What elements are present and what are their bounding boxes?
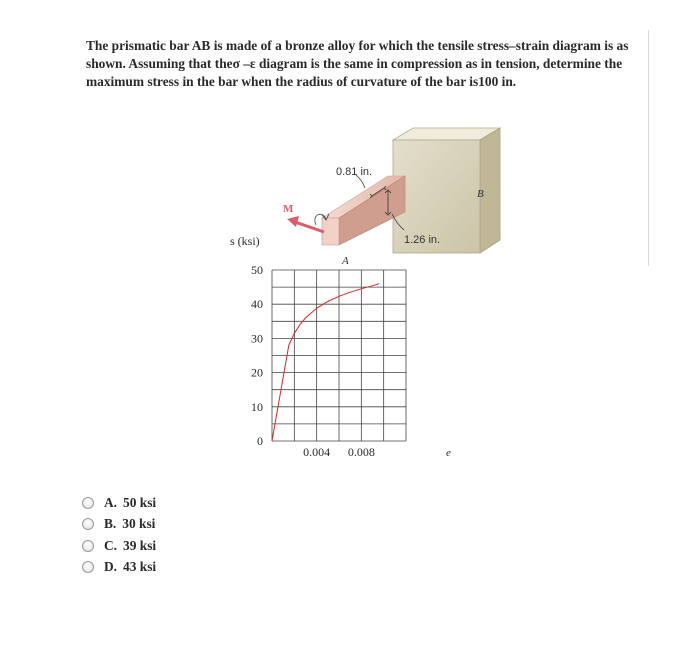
y-tick-labels [251, 263, 263, 448]
y-tick-label: 0 [257, 434, 263, 448]
y-tick-label: 40 [251, 297, 263, 312]
y-tick-label: 50 [251, 263, 263, 277]
dimension-height-label: 1.26 in. [404, 234, 441, 246]
x-tick-label: 0.004 [303, 445, 331, 459]
y-tick-label: 20 [251, 365, 263, 380]
stress-strain-curve [272, 284, 379, 441]
x-tick-labels [303, 445, 375, 459]
point-a-label: A [342, 255, 349, 267]
question-text: The prismatic bar AB is made of a bronze alloy for which the tensile stress–strain diagram is as shown. Assuming that theσ –ε diagram is the same in compression as in tension, determine the maximum stress in the bar when the radius of curvature of the bar is100 in. [86, 38, 629, 89]
radio-button[interactable] [82, 561, 94, 573]
radio-button[interactable] [82, 540, 94, 552]
option-a[interactable] [82, 492, 156, 514]
option-b[interactable] [82, 514, 156, 536]
option-text: 39 ksi [123, 537, 157, 553]
option-d[interactable] [82, 557, 156, 579]
option-text: 50 ksi [123, 494, 157, 510]
y-axis-label: s (ksi) [230, 234, 260, 248]
y-tick-label: 30 [251, 331, 263, 346]
option-c[interactable] [82, 535, 156, 557]
option-letter: B. [104, 516, 117, 532]
option-letter: A. [104, 494, 118, 510]
point-b-label: B [477, 188, 484, 200]
prismatic-bar [322, 176, 405, 245]
chart-grid [272, 270, 406, 441]
y-tick-label: 10 [251, 399, 263, 414]
moment-label: M [283, 203, 294, 215]
radio-button[interactable] [82, 518, 94, 530]
x-tick-label: 0.008 [347, 445, 375, 459]
answer-options [82, 492, 156, 578]
option-letter: D. [104, 559, 118, 575]
dimension-width-label: 0.81 in. [336, 166, 373, 178]
x-axis-label: e [446, 447, 451, 459]
radio-button[interactable] [82, 497, 94, 509]
stress-strain-chart [230, 234, 451, 459]
option-letter: C. [104, 537, 118, 553]
option-text: 30 ksi [122, 516, 156, 532]
option-text: 43 ksi [123, 559, 157, 575]
